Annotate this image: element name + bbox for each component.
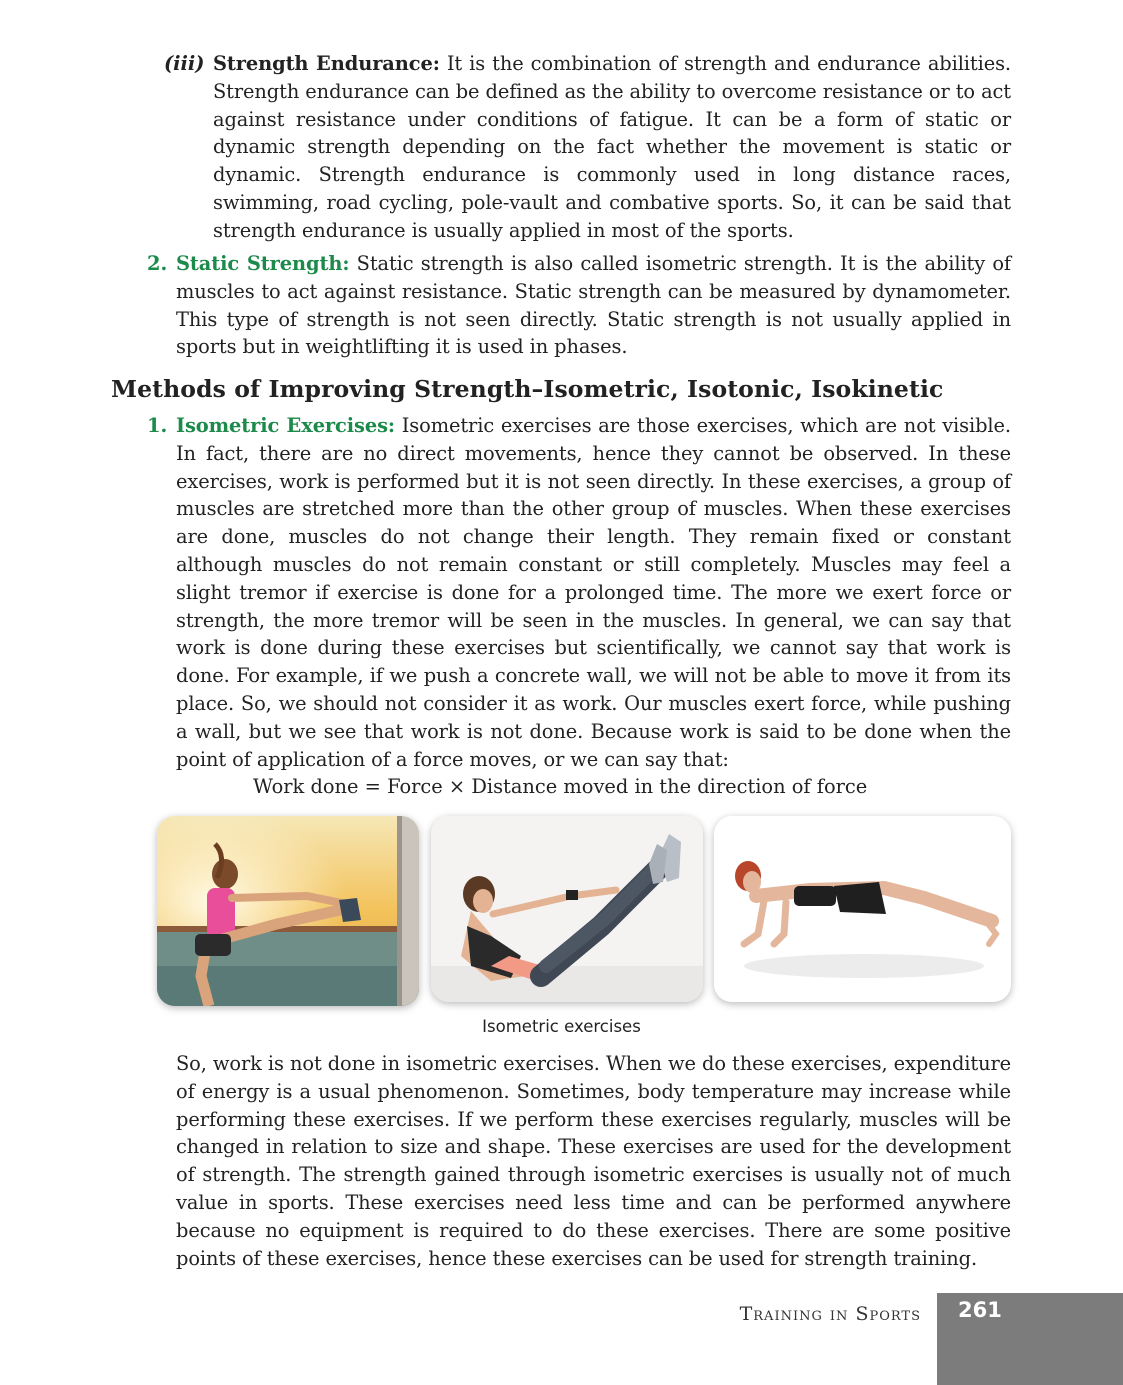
page-number: 261 bbox=[958, 1298, 1002, 1322]
work-formula: Work done = Force × Distance moved in the direction of force bbox=[253, 775, 868, 798]
strength-endurance-text: It is the combination of strength and endurance abilities. Strength endurance can be defined as the ability to overcome resistance or to act against resistance under conditions of fatigue. It can be a form of static or dynamic strength depending on the fact whether the movement is static or dynamic. Strength endurance is commonly used in long distance races, swimming, road cycling, pole-vault and combative sports. So, it can be said that strength endurance is usually applied in most of the sports. bbox=[213, 52, 1011, 242]
static-strength-paragraph bbox=[176, 250, 1011, 361]
v-sit-photo bbox=[431, 816, 703, 1002]
list-marker-1: 1. bbox=[147, 414, 168, 437]
stretch-photo bbox=[157, 816, 419, 1006]
plank-photo bbox=[714, 816, 1011, 1002]
isometric-exercises-text: Isometric exercises are those exercises, which are not visible. In fact, there are no direct movements, hence they cannot be observed. In these exercises, work is performed but it is not seen directly. In these exercises, a group of muscles are stretched more than the other group of muscles. When these exercises are done, muscles do not change their length. They remain fixed or constant although muscles do not remain constant or still completely. Muscles may feel a slight tremor if exercise is done for a prolonged time. The more we exert force or strength, the more tremor will be seen in the muscles. In general, we can say that work is done during these exercises but scientifically, we cannot say that work is done. For example, if we push a concrete wall, we will not be able to move it from its place. So, we should not consider it as work. Our muscles exert force, while pushing a wall, but we see that work is not done. Because work is said to be done when the point of application of a force moves, or we can say that: bbox=[176, 414, 1011, 771]
section-heading: Methods of Improving Strength–Isometric, Isotonic, Isokinetic bbox=[111, 375, 944, 403]
static-strength-text: Static strength is also called isometric strength. It is the ability of muscles to act against resistance. Static strength can be measured by dynamometer. This type of strength is not seen directly. Static strength is not usually applied in sports but in weightlifting it is used in phases. bbox=[176, 252, 1011, 359]
static-strength-term: Static Strength: bbox=[176, 252, 350, 275]
conclusion-paragraph: So, work is not done in isometric exercises. When we do these exercises, expenditure of energy is a usual phenomenon. Sometimes, body temperature may increase while performing these exercises. If we perform these exercises regularly, muscles will be changed in relation to size and shape. These exercises are used for the development of strength. The strength gained through isometric exercises is usually not of much value in sports. These exercises need less time and can be performed anywhere because no equipment is required to do these exercises. There are some positive points of these exercises, hence these exercises can be used for strength training. bbox=[176, 1052, 1011, 1270]
strength-endurance-term: Strength Endurance: bbox=[213, 52, 440, 75]
list-marker-iii: (iii) bbox=[164, 52, 205, 75]
isometric-exercises-term: Isometric Exercises: bbox=[176, 414, 395, 437]
list-marker-2: 2. bbox=[147, 252, 168, 275]
figure-caption: Isometric exercises bbox=[482, 1017, 641, 1036]
isometric-exercises-paragraph bbox=[176, 412, 1011, 773]
strength-endurance-paragraph bbox=[213, 50, 1011, 245]
chapter-footer-title: Training in Sports bbox=[739, 1303, 921, 1325]
